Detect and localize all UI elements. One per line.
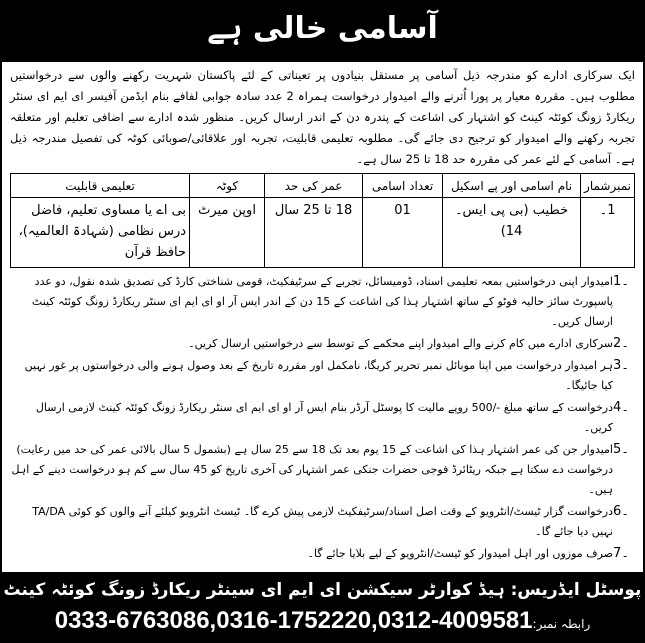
list-item: 3۔ ہر امیدوار درخواست میں اپنا موبائل نمبر تحریر کریگا، نامکمل اور مقررہ تاریخ کے بعد وصول ہونے والی درخواستوں پر غور نہیں کیا جائیگا۔: [24, 358, 629, 392]
col-age: عمر کی حد: [265, 174, 363, 198]
list-item: 5۔ امیدوار جن کی عمر اشتہار ہذا کی اشاعت کے 15 یوم بعد تک 18 سے 25 سال ہے (بشمول 5 سال بالائی عمر کی حد میں رعایت) درخواست دے سکتا ہے جبکہ ریٹائرڈ فوجی حضرات جنکی عمر اشتہار کی آخری تاریخ کو 45 سال سے کم ہو درخواست دینے کے اہل ہیں۔: [11, 442, 629, 496]
table-row: [11, 198, 635, 268]
col-post: نام اسامی اور پے اسکیل: [443, 174, 581, 198]
col-serial: نمبرشمار: [581, 174, 635, 198]
col-qualification: تعلیمی قابلیت: [11, 174, 190, 198]
cell-qualification: بی اے یا مساوی تعلیم، فاضل درس نظامی (شہادۃ العالمیہ)، حافظ قرآن: [11, 198, 190, 268]
instructions-list: [10, 272, 635, 564]
list-item: 2۔ سرکاری ادارے میں کام کرنے والے امیدوار اپنے محکمے کے توسط سے درخواستیں ارسال کریں۔: [188, 336, 629, 351]
cell-age: 18 تا 25 سال: [265, 198, 363, 268]
ad-body: [0, 62, 645, 572]
ad-header: [0, 0, 645, 62]
list-item: 1۔ امیدوار اپنی درخواستیں بمعہ تعلیمی اسناد، ڈومیسائل، تجربے کے سرٹیفکیٹ، قومی شناختی کارڈ کی تصدیق شدہ نقول، دو عدد پاسپورٹ سائز حالیہ فوٹو کے ساتھ اشتہار ہذا کی اشاعت کے 15 دن کے اندر ایس آر او ای ایم ای سنٹر ریکارڈ زونگ کوئٹہ کینٹ ارسال کریں۔: [31, 274, 629, 328]
cell-post: خطیب (بی پی ایس۔14): [443, 198, 581, 268]
ad-title: آسامی خالی ہے: [207, 11, 438, 46]
intro-paragraph: ایک سرکاری ادارے کو مندرجہ ذیل آسامی پر مستقل بنیادوں پر تعیناتی کے لئے پاکستان شہریت رکھنے والوں سے درخواستیں مطلوب ہیں۔ مقررہ معیار پر پورا اُترنے والے امیدوار درخواست ہمراہ 2 عدد سادہ جوابی لفافے بنام ایڈمن آفیسر ای ایم ای سنٹر ریکارڈ زونگ کوئٹہ کینٹ کو اشتہار کی اشاعت کے پندرہ دن کے اندر ارسال کریں۔ منظور شدہ ادارے سے اضافی تعلیم اور متعلقہ تجربہ رکھنے والے امیدوار کو ترجیح دی جائے گی۔ مطلوبہ تعلیمی قابلیت، تجربہ اور علاقائی/صوبائی کوٹہ کی تفصیل مندرجہ ذیل ہے۔ آسامی کے لئے عمر کی مقررہ حد 18 تا 25 سال ہے۔: [10, 68, 636, 166]
phone-numbers: 0333-6763086,0316-1752220,0312-4009581: [54, 607, 533, 634]
vacancy-table: [10, 173, 635, 268]
col-count: تعداد اسامی: [363, 174, 443, 198]
postal-address: پوسٹل ایڈریس: ہیڈ کوارٹر سیکشن ای ایم ای سینٹر ریکارڈ زونگ کوئٹہ کینٹ: [3, 580, 642, 600]
cell-count: 01: [363, 198, 443, 268]
ad-footer: [0, 572, 645, 643]
col-quota: کوٹہ: [190, 174, 265, 198]
table-header-row: [11, 174, 635, 198]
cell-serial: 1۔: [581, 198, 635, 268]
contact-numbers: [0, 606, 645, 639]
list-item: 4۔ درخواست کے ساتھ مبلغ -/500 روپے مالیت کا پوسٹل آرڈر بنام ایس آر او ای ایم ای سنٹر ریکارڈ زونگ کوئٹہ کینٹ لازمی ارسال کریں۔: [35, 400, 629, 434]
list-item: 7۔ صرف موزوں اور اہل امیدوار کو ٹیسٹ/انٹرویو کے لیے بلایا جائے گا۔: [307, 546, 629, 561]
list-item: 6۔ درخواست گزار ٹیسٹ/انٹرویو کے وقت اصل اسناد/سرٹیفکیٹ لازمی پیش کرے گا۔ ٹیسٹ انٹرویو کیلئے آنے والوں کو کوئی TA/DA نہیں دیا جائے گا۔: [32, 504, 629, 538]
cell-quota: اوپن میرٹ: [190, 198, 265, 268]
contact-label: رابطہ نمبر:: [532, 617, 591, 631]
